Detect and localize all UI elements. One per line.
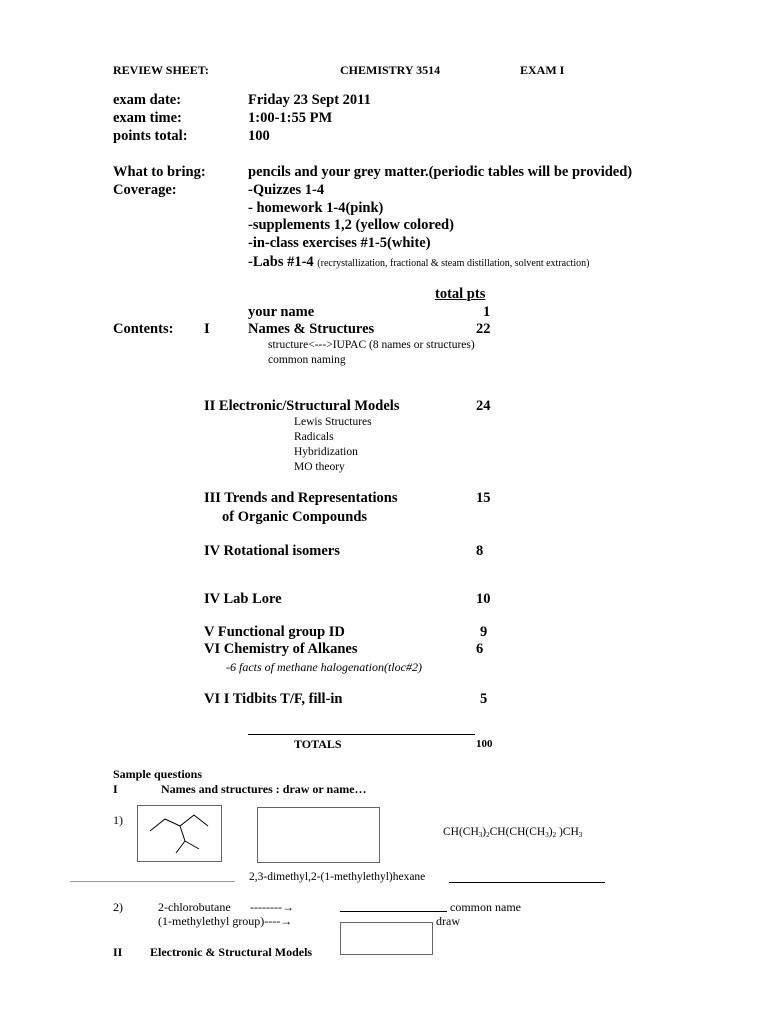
section6-pts: 9 <box>480 624 488 640</box>
points-total-value: 100 <box>248 128 270 144</box>
section3-title-line2: of Organic Compounds <box>222 509 368 525</box>
q2-line2: (1-methylethyl group)----→ <box>158 914 293 928</box>
section2-pts: 24 <box>476 398 491 414</box>
q2-draw-box[interactable] <box>340 922 433 955</box>
samples-section2-title: Electronic & Structural Models <box>150 945 313 959</box>
exam-date-label: exam date: <box>113 92 182 108</box>
exam-date-value: Friday 23 Sept 2011 <box>248 92 371 108</box>
q2-answer1: common name <box>450 900 521 914</box>
coverage-item: - homework 1-4(pink) <box>248 200 384 216</box>
samples-section2-num: II <box>113 945 123 959</box>
coverage-item: -supplements 1,2 (yellow colored) <box>248 217 454 233</box>
coverage-labs-main: -Labs #1-4 <box>248 254 314 270</box>
points-total-label: points total: <box>113 128 188 144</box>
totals-value: 100 <box>476 738 493 750</box>
contents-label: Contents: <box>113 321 174 337</box>
samples-sub-title: Names and structures : draw or name… <box>161 782 367 796</box>
q1-formula: $CH(CH_3)_2CH(CH(CH_3)_2$ )$CH_3$ <box>443 826 583 839</box>
exam-time-label: exam time: <box>113 110 182 126</box>
coverage-labs-note: (recrystallization, fractional & steam distillation, solvent extraction) <box>317 258 590 269</box>
coverage-label: Coverage: <box>113 182 177 198</box>
q1-name: 2,3-dimethyl,2-(1-methylethyl)hexane <box>249 871 426 883</box>
q2-answer2: draw <box>436 914 460 928</box>
section3-title-line1: III Trends and Representations <box>204 490 398 506</box>
samples-heading: Sample questions <box>113 767 203 781</box>
q1-answer-rule-left[interactable] <box>70 881 235 882</box>
section2-note: Radicals <box>294 431 334 443</box>
section4-title: IV Rotational isomers <box>204 543 340 559</box>
section7-title: VI Chemistry of Alkanes <box>204 641 358 657</box>
skeletal-structure-icon <box>138 806 221 861</box>
section7-pts: 6 <box>476 641 484 657</box>
section2-title: II Electronic/Structural Models <box>204 398 400 414</box>
bring-label: What to bring: <box>113 164 206 180</box>
section5-pts: 10 <box>476 591 491 607</box>
coverage-item: -in-class exercises #1-5(white) <box>248 235 431 251</box>
q1-num: 1) <box>113 813 123 827</box>
q2-line1: 2-chlorobutane <box>158 900 231 914</box>
q1-answer-box[interactable] <box>257 807 380 863</box>
section5-title: IV Lab Lore <box>204 591 282 607</box>
section8-title: VI I Tidbits T/F, fill-in <box>204 691 343 707</box>
section3-pts: 15 <box>476 490 491 506</box>
your-name-label: your name <box>248 304 315 320</box>
coverage-labs <box>248 254 589 271</box>
section1-note: common naming <box>268 354 346 366</box>
section1-num: I <box>204 321 210 337</box>
section8-pts: 5 <box>480 691 488 707</box>
q2-num: 2) <box>113 900 123 914</box>
coverage-item: -Quizzes 1-4 <box>248 182 325 198</box>
totals-label: TOTALS <box>294 737 342 751</box>
q2-answer-rule[interactable] <box>340 911 447 912</box>
total-pts-header: total pts <box>435 286 486 302</box>
section6-title: V Functional group ID <box>204 624 345 640</box>
section4-pts: 8 <box>476 543 484 559</box>
q1-answer-rule-right[interactable] <box>449 882 605 883</box>
section1-note: structure<--->IUPAC (8 names or structures) <box>268 339 475 351</box>
exam-time-value: 1:00-1:55 PM <box>248 110 333 126</box>
section1-title: Names & Structures <box>248 321 375 337</box>
samples-sub-num: I <box>113 782 118 796</box>
q1-structure-box <box>137 805 222 862</box>
section7-note: -6 facts of methane halogenation(tloc#2) <box>226 660 422 674</box>
q2-arrow1: --------→ <box>250 900 294 914</box>
header-left: REVIEW SHEET: <box>113 63 209 77</box>
your-name-pts: 1 <box>483 304 491 320</box>
header-center: CHEMISTRY 3514 <box>340 63 441 77</box>
section2-note: Hybridization <box>294 446 358 458</box>
header-right: EXAM I <box>520 63 565 77</box>
section1-pts: 22 <box>476 321 491 337</box>
section2-note: Lewis Structures <box>294 416 372 428</box>
section2-note: MO theory <box>294 461 345 473</box>
totals-rule <box>248 734 475 735</box>
bring-value: pencils and your grey matter.(periodic tables will be provided) <box>248 164 633 180</box>
